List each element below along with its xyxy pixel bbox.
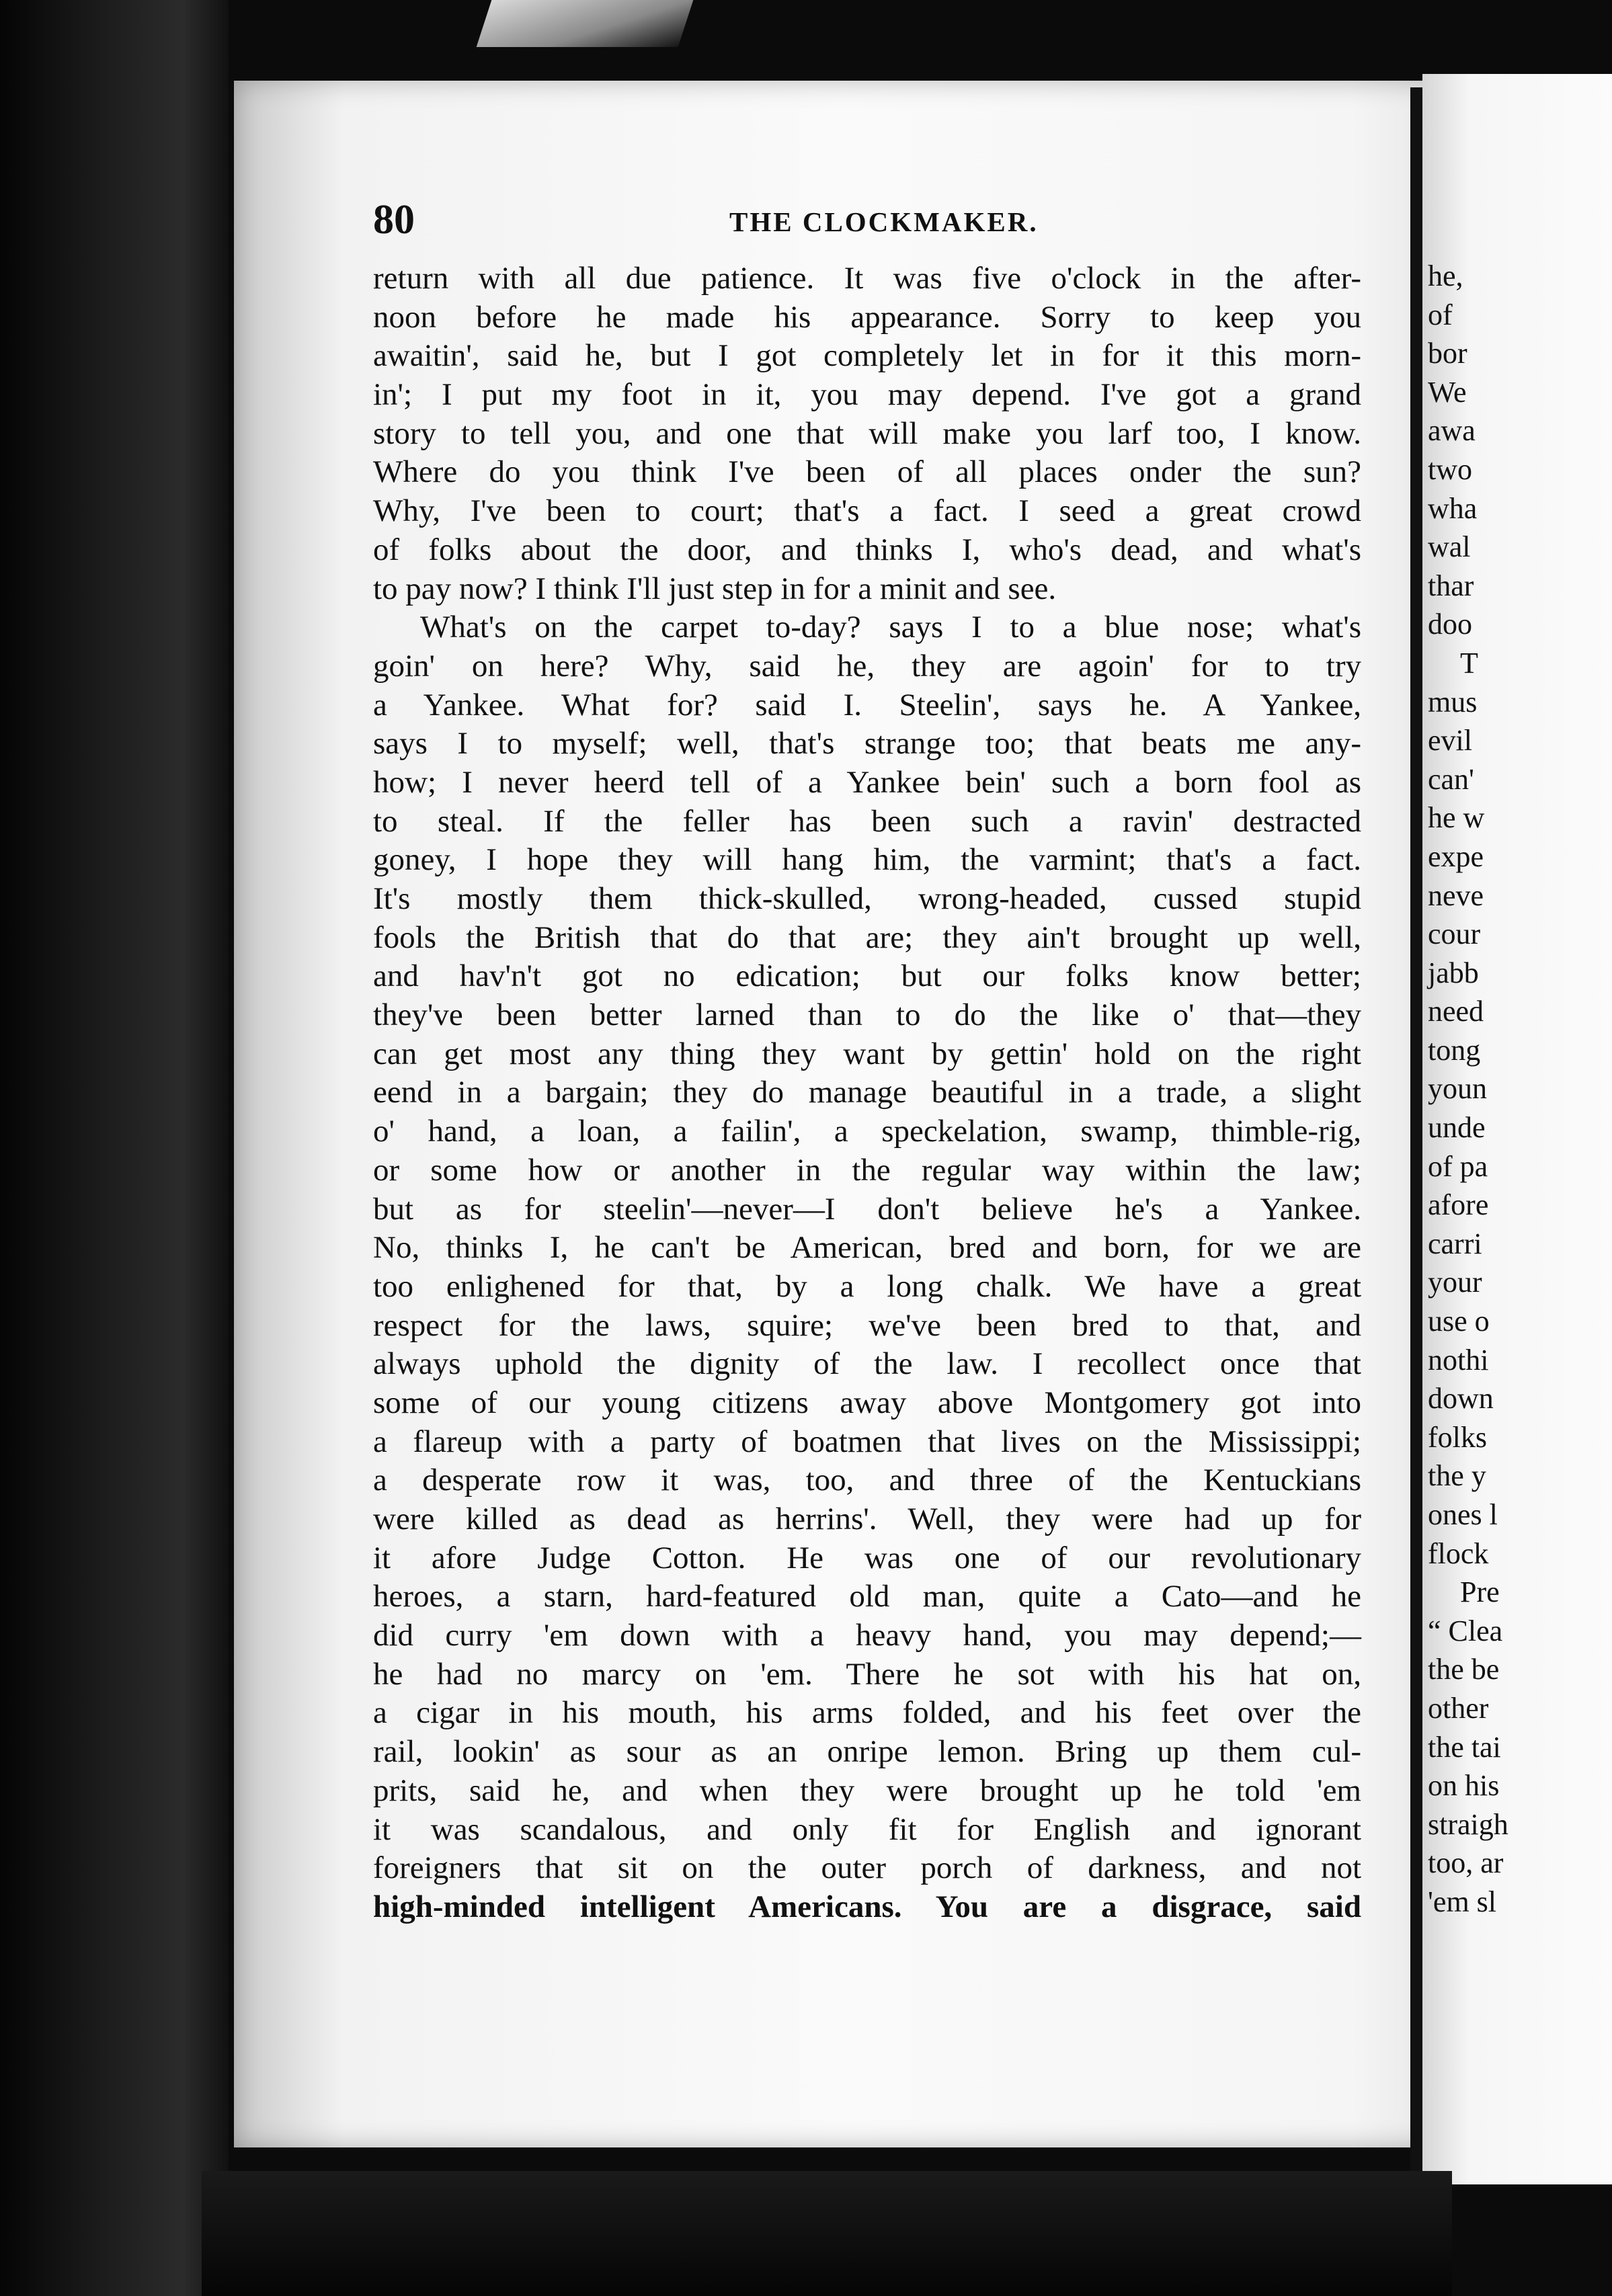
text-line: noon before he made his appearance. Sorry to keep you bbox=[373, 299, 1361, 335]
facing-page-fragment: the tai bbox=[1428, 1730, 1501, 1764]
text-line: or some how or another in the regular way within the law; bbox=[373, 1152, 1361, 1188]
text-line: rail, lookin' as sour as an onripe lemon. Bring up them cul- bbox=[373, 1734, 1361, 1770]
facing-page-fragment: straigh bbox=[1428, 1807, 1508, 1841]
text-line: but as for steelin'—never—I don't believe he's a Yankee. bbox=[373, 1191, 1361, 1227]
text-line: can get most any thing they want by gettin' hold on the right bbox=[373, 1036, 1361, 1071]
text-line: fools the British that do that are; they ain't brought up well, bbox=[373, 919, 1361, 955]
text-line: some of our young citizens away above Montgomery got into bbox=[373, 1385, 1361, 1420]
text-line: always uphold the dignity of the law. I recollect once that bbox=[373, 1346, 1361, 1382]
facing-page-fragment: tong bbox=[1428, 1033, 1481, 1067]
facing-page-fragment: doo bbox=[1428, 608, 1472, 641]
facing-page-edge bbox=[1422, 74, 1612, 2184]
facing-page-fragment: two bbox=[1428, 452, 1472, 486]
body-text bbox=[373, 259, 1361, 1927]
facing-page-fragment: T bbox=[1460, 646, 1478, 680]
text-line: in'; I put my foot in it, you may depend. I've got a grand bbox=[373, 377, 1361, 413]
text-line: It's mostly them thick-skulled, wrong-headed, cussed stupid bbox=[373, 881, 1361, 916]
facing-page-fragment: cour bbox=[1428, 917, 1481, 951]
running-head: THE CLOCKMAKER. bbox=[729, 206, 1039, 237]
text-line: goin' on here? Why, said he, they are agoin' for to try bbox=[373, 648, 1361, 684]
facing-page-fragment: thar bbox=[1428, 569, 1474, 602]
facing-page-fragment: mus bbox=[1428, 685, 1478, 719]
text-line: a cigar in his mouth, his arms folded, and his feet over the bbox=[373, 1695, 1361, 1731]
facing-page-fragment: folks bbox=[1428, 1420, 1487, 1454]
facing-page-fragment: awa bbox=[1428, 414, 1476, 448]
facing-page-fragment: wal bbox=[1428, 530, 1471, 564]
text-line: says I to myself; well, that's strange too; that beats me any- bbox=[373, 726, 1361, 762]
text-line: foreigners that sit on the outer porch of darkness, and not bbox=[373, 1850, 1361, 1886]
text-line: heroes, a starn, hard-featured old man, quite a Cato—and he bbox=[373, 1579, 1361, 1614]
facing-page-fragment: neve bbox=[1428, 878, 1484, 912]
text-line: to steal. If the feller has been such a ravin' destracted bbox=[373, 803, 1361, 839]
facing-page-fragment: “ Clea bbox=[1428, 1614, 1503, 1647]
page-number: 80 bbox=[373, 197, 415, 243]
facing-page-fragment: youn bbox=[1428, 1072, 1487, 1106]
facing-page-fragment: nothi bbox=[1428, 1343, 1489, 1377]
text-line: awaitin', said he, but I got completely let in for it this morn- bbox=[373, 338, 1361, 374]
text-line: goney, I hope they will hang him, the varmint; that's a fact. bbox=[373, 842, 1361, 878]
facing-page-fragment: down bbox=[1428, 1382, 1494, 1416]
text-line: a desperate row it was, too, and three of the Kentuckians bbox=[373, 1463, 1361, 1498]
facing-page-fragment: need bbox=[1428, 995, 1484, 1028]
scanner-border-left bbox=[0, 0, 229, 2296]
facing-page-text bbox=[1422, 257, 1508, 1922]
text-line: were killed as dead as herrins'. Well, they were had up for bbox=[373, 1502, 1361, 1536]
facing-page-fragment: bor bbox=[1428, 337, 1467, 370]
text-line: o' hand, a loan, a failin', a speckelation, swamp, thimble-rig, bbox=[373, 1114, 1361, 1149]
text-line: return with all due patience. It was five o'clock in the after- bbox=[373, 261, 1361, 296]
facing-page-fragment: other bbox=[1428, 1691, 1489, 1725]
facing-page-fragment: of pa bbox=[1428, 1149, 1488, 1183]
text-line: high-minded intelligent Americans. You are a disgrace, said bbox=[373, 1889, 1361, 1924]
facing-page-fragment: too, ar bbox=[1428, 1846, 1504, 1880]
text-line: they've been better larned than to do the like o' that—they bbox=[373, 997, 1361, 1033]
facing-page-fragment: carri bbox=[1428, 1227, 1482, 1260]
facing-page-fragment: flock bbox=[1428, 1536, 1489, 1570]
facing-page-fragment: he, bbox=[1428, 259, 1463, 292]
facing-page-fragment: afore bbox=[1428, 1188, 1489, 1222]
text-line: how; I never heerd tell of a Yankee bein' such a born fool as bbox=[373, 764, 1361, 800]
text-line: it afore Judge Cotton. He was one of our revolutionary bbox=[373, 1540, 1361, 1575]
text-line: Where do you think I've been of all places onder the sun? bbox=[373, 454, 1361, 490]
facing-page-fragment: he w bbox=[1428, 801, 1485, 835]
scanner-border-bottom bbox=[202, 2171, 1452, 2296]
text-line: What's on the carpet to-day? says I to a blue nose; what's bbox=[420, 610, 1361, 645]
facing-page-fragment: the y bbox=[1428, 1459, 1486, 1493]
text-line: story to tell you, and one that will make you larf too, I know. bbox=[373, 415, 1361, 451]
facing-page-fragment: 'em sl bbox=[1428, 1885, 1497, 1918]
facing-page-fragment: use o bbox=[1428, 1305, 1490, 1338]
text-line: eend in a bargain; they do manage beautiful in a trade, a slight bbox=[373, 1075, 1361, 1110]
facing-page-fragment: of bbox=[1428, 298, 1453, 331]
text-line: Why, I've been to court; that's a fact. I seed a great crowd bbox=[373, 493, 1361, 529]
text-line: he had no marcy on 'em. There he sot with his hat on, bbox=[373, 1656, 1361, 1692]
text-line: it was scandalous, and only fit for English and ignorant bbox=[373, 1811, 1361, 1847]
facing-page-fragment: Pre bbox=[1460, 1575, 1500, 1609]
facing-page-fragment: your bbox=[1428, 1266, 1482, 1299]
facing-page-fragment: unde bbox=[1428, 1111, 1486, 1145]
text-line: a Yankee. What for? said I. Steelin', says he. A Yankee, bbox=[373, 687, 1361, 723]
text-line: respect for the laws, squire; we've been bred to that, and bbox=[373, 1307, 1361, 1343]
text-line: a flareup with a party of boatmen that lives on the Mississippi; bbox=[373, 1424, 1361, 1459]
torn-paper-scrap bbox=[477, 0, 694, 47]
facing-page-fragment: wha bbox=[1428, 491, 1478, 525]
text-line: did curry 'em down with a heavy hand, you may depend;— bbox=[373, 1618, 1361, 1653]
facing-page-fragment: can' bbox=[1428, 762, 1474, 796]
facing-page-fragment: evil bbox=[1428, 724, 1472, 757]
facing-page-fragment: on his bbox=[1428, 1769, 1500, 1803]
facing-page-fragment: jabb bbox=[1428, 956, 1479, 989]
text-line: prits, said he, and when they were brought up he told 'em bbox=[373, 1772, 1361, 1808]
text-line: too enlighened for that, by a long chalk. We have a great bbox=[373, 1268, 1361, 1304]
text-line: and hav'n't got no edication; but our folks know better; bbox=[373, 958, 1361, 994]
facing-page-fragment: expe bbox=[1428, 839, 1484, 873]
facing-page-fragment: the be bbox=[1428, 1653, 1500, 1686]
facing-page-fragment: We bbox=[1428, 375, 1467, 409]
facing-page-fragment: ones l bbox=[1428, 1498, 1498, 1531]
text-line: of folks about the door, and thinks I, who's dead, and what's bbox=[373, 532, 1361, 567]
text-line: to pay now? I think I'll just step in for a minit and see. bbox=[373, 571, 1057, 606]
book-gutter bbox=[1410, 87, 1422, 2205]
text-line: No, thinks I, he can't be American, bred and born, for we are bbox=[373, 1230, 1361, 1266]
page-header bbox=[373, 196, 1361, 250]
